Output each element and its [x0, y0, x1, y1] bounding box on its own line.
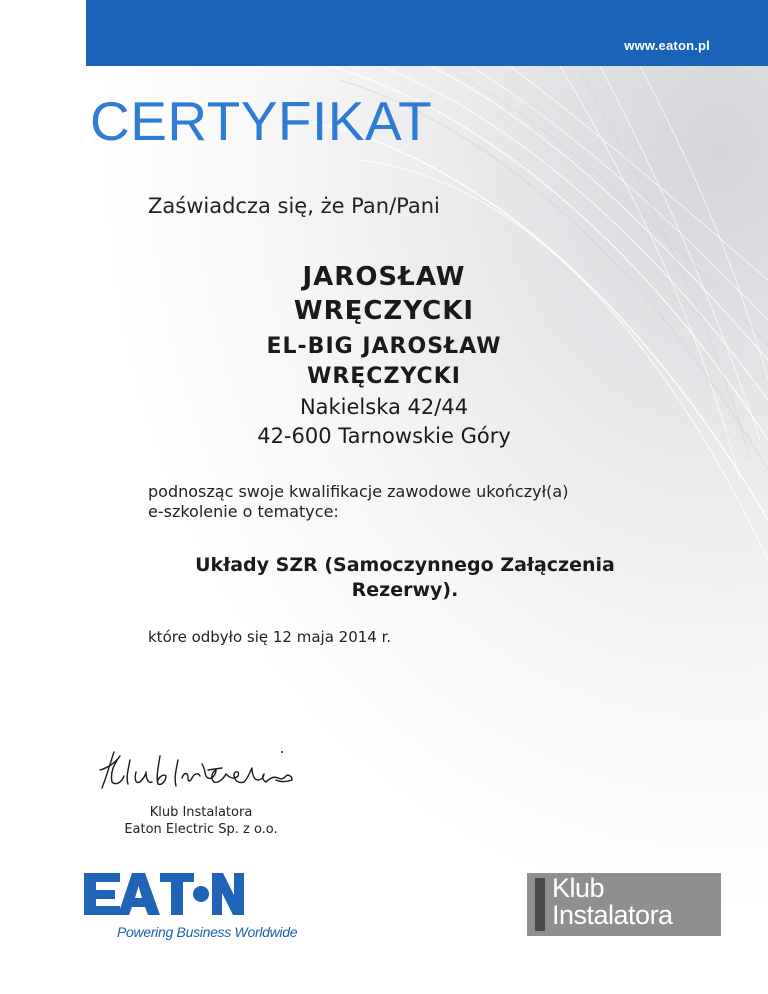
address — [0, 393, 768, 451]
body-text-line2: e-szkolenie o tematyce: — [148, 502, 339, 521]
signer-line1: Klub Instalatora — [149, 805, 253, 820]
completion-date-text: które odbyło się 12 maja 2014 r. — [148, 628, 392, 646]
website-url: www.eaton.pl — [624, 38, 710, 53]
signer-block — [96, 804, 306, 838]
training-topic — [130, 553, 680, 603]
company-name-line1: EL-BIG JAROSŁAW — [266, 334, 502, 359]
body-text-line1: podnosząc swoje kwalifikacje zawodowe ukończył(a) — [148, 482, 569, 501]
klub-logo-line1: Klub — [552, 873, 605, 903]
body-text — [148, 482, 568, 522]
klub-logo-text — [552, 875, 673, 929]
recipient-name-line1: JAROSŁAW — [302, 262, 466, 292]
address-line1: Nakielska 42/44 — [299, 395, 469, 419]
eaton-logo — [82, 871, 246, 921]
klub-logo-line2: Instalatora — [552, 900, 673, 930]
klub-logo-stripe — [535, 878, 545, 931]
recipient-name-line2: WRĘCZYCKI — [293, 296, 475, 326]
training-topic-line2: Rezerwy). — [351, 579, 459, 601]
signature-dot — [281, 751, 283, 753]
address-line2: 42-600 Tarnowskie Góry — [257, 424, 511, 448]
intro-text: Zaświadcza się, że Pan/Pani — [148, 194, 440, 218]
klub-instalatora-logo — [527, 873, 721, 936]
eaton-tagline: Powering Business Worldwide — [117, 924, 298, 940]
recipient-name — [0, 260, 768, 328]
company-name-line2: WRĘCZYCKI — [307, 364, 461, 389]
header-bar — [86, 0, 768, 66]
company-name — [0, 332, 768, 392]
handwritten-signature — [96, 742, 306, 800]
signer-line2: Eaton Electric Sp. z o.o. — [124, 822, 278, 837]
training-topic-line1: Układy SZR (Samoczynnego Załączenia — [195, 554, 615, 576]
certificate-title: CERTYFIKAT — [90, 90, 433, 152]
